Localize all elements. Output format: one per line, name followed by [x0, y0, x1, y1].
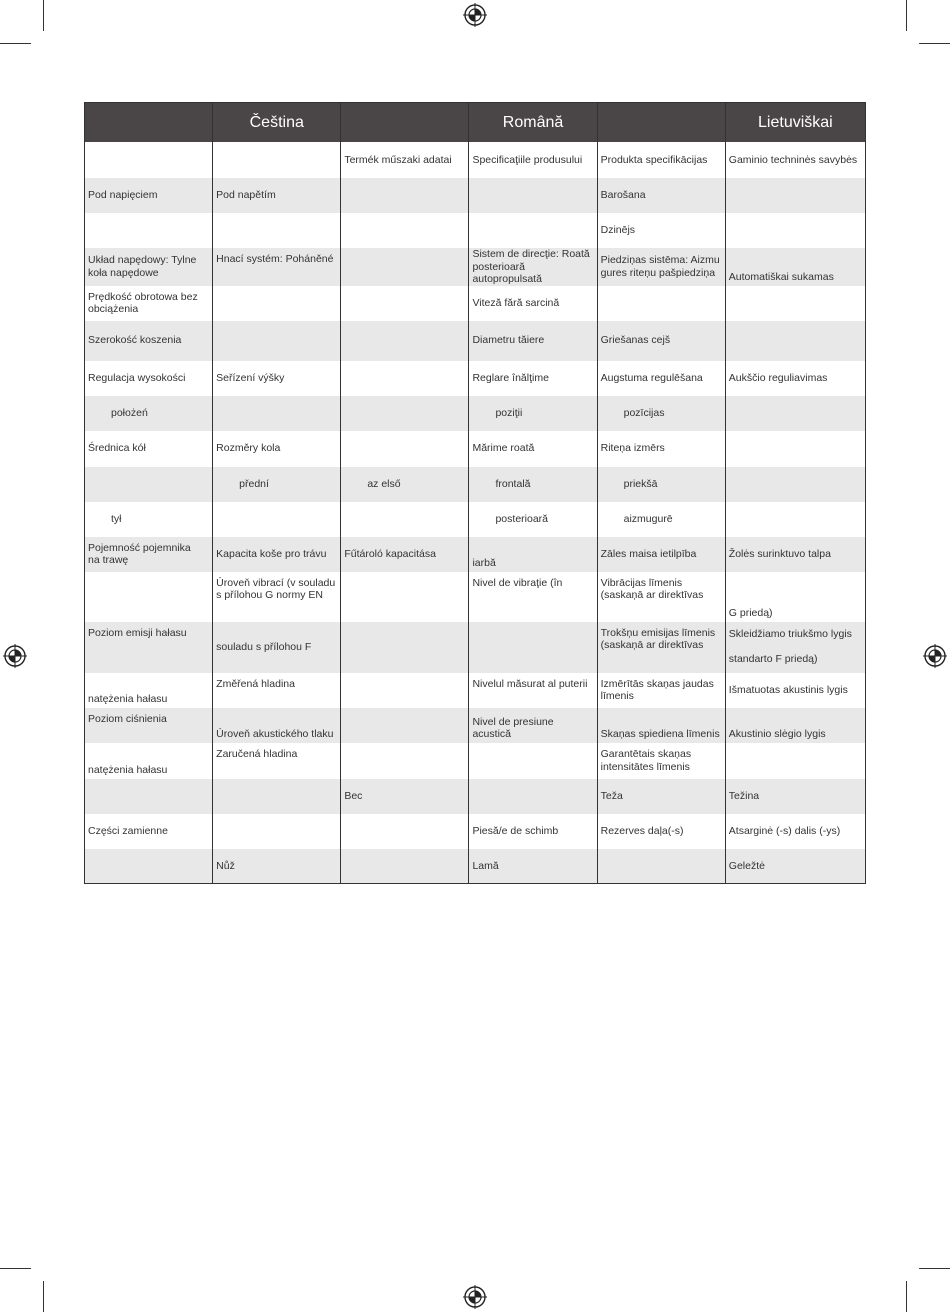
table-row — [85, 321, 866, 361]
table-cell: Nivel de vibraţie (în — [469, 572, 597, 622]
table-cell: Atsarginė (-s) dalis (-ys) — [725, 814, 865, 849]
table-row — [85, 213, 866, 248]
table-cell: Gaminio techninės savybės — [725, 142, 865, 178]
header-row — [85, 103, 866, 143]
table-cell — [725, 431, 865, 467]
header-cell: Română — [469, 103, 597, 143]
table-cell: Nivelul măsurat al puterii — [469, 673, 597, 708]
table-cell: Poziom ciśnienia — [85, 708, 213, 743]
table-cell — [341, 361, 469, 396]
table-cell — [725, 286, 865, 321]
table-cell: Kapacita koše pro trávu — [213, 537, 341, 572]
table-cell: priekšā — [597, 467, 725, 502]
table-cell — [341, 743, 469, 779]
table-row — [85, 502, 866, 537]
table-cell — [725, 213, 865, 248]
table-cell — [341, 286, 469, 321]
table-cell: Regulacja wysokości — [85, 361, 213, 396]
table-cell: Poziom emisji hałasu — [85, 622, 213, 673]
table-row — [85, 248, 866, 286]
table-cell: Garantētais skaņas intensitātes līmenis — [597, 743, 725, 779]
table-cell: Viteză fără sarcină — [469, 286, 597, 321]
table-cell: Części zamienne — [85, 814, 213, 849]
table-cell: Średnica kół — [85, 431, 213, 467]
table-row — [85, 673, 866, 708]
table-cell: Žolės surinktuvo talpa — [725, 537, 865, 572]
table-cell: Piesă/e de schimb — [469, 814, 597, 849]
table-cell — [213, 286, 341, 321]
table-cell: pozīcijas — [597, 396, 725, 431]
table-cell: Trokšņu emisijas līmenis (saskaņā ar direktīvas — [597, 622, 725, 673]
registration-mark-icon — [463, 1285, 487, 1309]
table-cell — [725, 467, 865, 502]
table-row — [85, 708, 866, 743]
table-cell — [341, 213, 469, 248]
table-cell — [341, 708, 469, 743]
table-cell — [341, 673, 469, 708]
table-cell: położeń — [85, 396, 213, 431]
table-cell: Sistem de direcţie: Roată posterioară autopropulsată — [469, 248, 597, 286]
table-cell: Prędkość obrotowa bez obciążenia — [85, 286, 213, 321]
table-cell: Seřízení výšky — [213, 361, 341, 396]
table-cell: Pod napięciem — [85, 178, 213, 213]
table-row — [85, 572, 866, 622]
table-cell — [341, 849, 469, 884]
table-cell — [85, 572, 213, 622]
table-cell — [85, 467, 213, 502]
table-row — [85, 178, 866, 213]
table-cell: Rozměry kola — [213, 431, 341, 467]
table-cell — [341, 502, 469, 537]
crop-mark — [0, 43, 31, 44]
table-cell: Mărime roată — [469, 431, 597, 467]
table-row — [85, 849, 866, 884]
header-cell — [85, 103, 213, 143]
table-row — [85, 622, 866, 673]
table-cell: souladu s přílohou F — [213, 622, 341, 673]
table-cell: Skaņas spiediena līmenis — [597, 708, 725, 743]
table-cell — [213, 779, 341, 814]
table-cell: Vibrācijas līmenis (saskaņā ar direktīvas — [597, 572, 725, 622]
table-cell: Úroveň vibrací (v souladu s přílohou G normy EN — [213, 572, 341, 622]
table-cell: poziţii — [469, 396, 597, 431]
header-cell — [341, 103, 469, 143]
table-cell: az első — [341, 467, 469, 502]
header-cell — [597, 103, 725, 143]
table-cell: Reglare înălţime — [469, 361, 597, 396]
table-cell — [597, 286, 725, 321]
crop-mark — [919, 43, 950, 44]
table-cell: iarbă — [469, 537, 597, 572]
table-cell: Akustinio slėgio lygis — [725, 708, 865, 743]
header-cell: Lietuviškai — [725, 103, 865, 143]
table-cell — [213, 213, 341, 248]
table-cell — [341, 431, 469, 467]
table-cell — [213, 814, 341, 849]
table-cell — [213, 396, 341, 431]
table-cell: Barošana — [597, 178, 725, 213]
table-row — [85, 814, 866, 849]
table-row — [85, 286, 866, 321]
table-cell: Produkta specifikācijas — [597, 142, 725, 178]
crop-mark — [0, 1268, 31, 1269]
table-row — [85, 467, 866, 502]
table-cell: Úroveň akustického tlaku — [213, 708, 341, 743]
table-cell: Pojemność pojemnika na trawę — [85, 537, 213, 572]
table-cell: Teža — [597, 779, 725, 814]
registration-mark-icon — [463, 3, 487, 27]
table-cell: Griešanas cejš — [597, 321, 725, 361]
table-cell: frontală — [469, 467, 597, 502]
table-cell: Specificaţiile produsului — [469, 142, 597, 178]
spec-table — [84, 102, 866, 884]
table-row — [85, 142, 866, 178]
table-cell — [469, 779, 597, 814]
table-cell — [85, 142, 213, 178]
table-cell: Fűtároló kapacitása — [341, 537, 469, 572]
crop-mark — [43, 0, 44, 31]
table-row — [85, 537, 866, 572]
table-cell — [341, 321, 469, 361]
crop-mark — [43, 1281, 44, 1312]
table-cell — [725, 502, 865, 537]
table-cell: Augstuma regulēšana — [597, 361, 725, 396]
table-cell: Izmērītās skaņas jaudas līmenis — [597, 673, 725, 708]
table-cell — [341, 572, 469, 622]
table-cell: Bec — [341, 779, 469, 814]
table-cell — [85, 779, 213, 814]
table-cell: Hnací systém: Poháněné — [213, 248, 341, 286]
header-cell: Čeština — [213, 103, 341, 143]
table-row — [85, 361, 866, 396]
table-cell: Szerokość koszenia — [85, 321, 213, 361]
table-cell — [725, 743, 865, 779]
table-cell: Nivel de presiune acustică — [469, 708, 597, 743]
table-cell — [725, 396, 865, 431]
table-cell: přední — [213, 467, 341, 502]
table-row — [85, 743, 866, 779]
registration-mark-icon — [3, 644, 27, 668]
table-cell — [341, 248, 469, 286]
table-cell: Układ napędowy: Tylne koła napędowe — [85, 248, 213, 286]
crop-mark — [906, 0, 907, 31]
table-row — [85, 396, 866, 431]
table-cell: G priedą) — [725, 572, 865, 622]
table-cell — [341, 814, 469, 849]
table-cell: Změřená hladina — [213, 673, 341, 708]
table-cell: Zaručená hladina — [213, 743, 341, 779]
table-cell: Težina — [725, 779, 865, 814]
table-cell — [469, 213, 597, 248]
table-cell — [469, 178, 597, 213]
table-cell — [85, 849, 213, 884]
table-cell — [213, 142, 341, 178]
table-cell — [725, 178, 865, 213]
table-cell: Geležtė — [725, 849, 865, 884]
table-cell: tył — [85, 502, 213, 537]
table-cell: Skleidžiamo triukšmo lygis standarto F priedą) — [725, 622, 865, 673]
table-cell: Piedziņas sistēma: Aizmu gures riteņu pašpiedziņa — [597, 248, 725, 286]
table-cell: Riteņa izmērs — [597, 431, 725, 467]
table-cell — [213, 502, 341, 537]
table-cell — [213, 321, 341, 361]
table-cell: natężenia hałasu — [85, 743, 213, 779]
table-cell: Lamă — [469, 849, 597, 884]
table-cell: Zāles maisa ietilpība — [597, 537, 725, 572]
table-cell — [597, 849, 725, 884]
table-cell — [469, 743, 597, 779]
table-cell: natężenia hałasu — [85, 673, 213, 708]
table-cell: Nůž — [213, 849, 341, 884]
table-row — [85, 779, 866, 814]
table-cell: posterioară — [469, 502, 597, 537]
table-cell — [341, 622, 469, 673]
table-cell: Rezerves daļa(-s) — [597, 814, 725, 849]
table-cell: Aukščio reguliavimas — [725, 361, 865, 396]
table-cell — [725, 321, 865, 361]
table-cell — [85, 213, 213, 248]
table-cell: Dzinējs — [597, 213, 725, 248]
table-cell — [469, 622, 597, 673]
table-cell: Išmatuotas akustinis lygis — [725, 673, 865, 708]
table-cell — [341, 396, 469, 431]
crop-mark — [919, 1268, 950, 1269]
table-cell: Diametru tăiere — [469, 321, 597, 361]
table-cell: Pod napětím — [213, 178, 341, 213]
table-cell: Automatiškai sukamas — [725, 248, 865, 286]
table-row — [85, 431, 866, 467]
registration-mark-icon — [923, 644, 947, 668]
table-cell — [341, 178, 469, 213]
table-cell: Termék műszaki adatai — [341, 142, 469, 178]
table-cell: aizmugurē — [597, 502, 725, 537]
crop-mark — [906, 1281, 907, 1312]
